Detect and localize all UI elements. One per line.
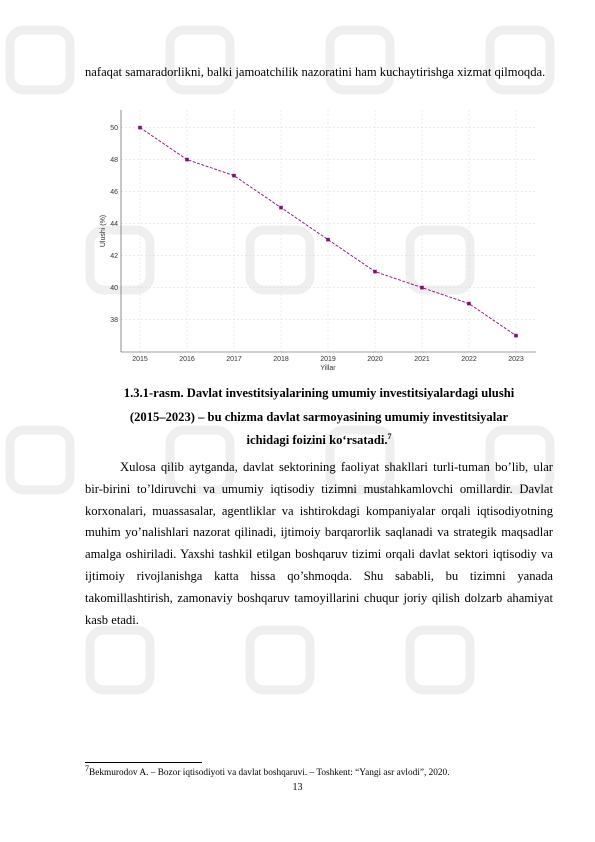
footnote: [85, 763, 450, 779]
caption-footnote-ref: 7: [387, 431, 392, 441]
x-tick-label: 2019: [320, 356, 336, 363]
x-tick-label: 2015: [132, 356, 148, 363]
figure-caption: [85, 382, 553, 453]
x-tick-label: 2017: [226, 356, 242, 363]
data-point: [373, 270, 377, 274]
footnote-mark: 7: [85, 763, 89, 773]
x-tick-label: 2018: [273, 356, 289, 363]
y-tick-label: 46: [110, 189, 118, 197]
x-tick-label: 2021: [414, 356, 430, 363]
x-tick-label: 2020: [367, 356, 383, 363]
data-point: [279, 206, 283, 210]
caption-line-3-text: ichidagi foizini ko‘rsatadi.: [246, 433, 388, 447]
caption-line-3: [85, 429, 553, 453]
x-tick-label: 2023: [508, 356, 524, 363]
y-axis-label: Ulushi (%): [100, 214, 107, 248]
data-point: [232, 174, 236, 178]
y-tick-label: 38: [110, 317, 118, 325]
chart-grid: [121, 110, 536, 352]
y-tick-label: 48: [110, 157, 118, 165]
data-point: [420, 286, 424, 290]
x-tick-label: 2016: [179, 356, 195, 363]
line-chart: [96, 106, 541, 374]
data-point: [514, 334, 518, 338]
data-point: [138, 126, 142, 130]
footnote-text: Bekmurodov A. – Bozor iqtisodiyoti va davlat boshqaruvi. – Toshkent: “Yangi asr avlodi”, 2020.: [89, 768, 450, 778]
x-tick-labels: [132, 356, 524, 363]
footnote-separator: [85, 762, 202, 763]
data-point: [185, 158, 189, 162]
paragraph-conclusion: Xulosa qilib aytganda, davlat sektorining faoliyat shakllari turli-tuman bo’lib, ular bir-birini to’ldiruvchi va umumiy iqtisodiy tizimni mustahkamlovchi omillardir. Davlat korxonalari, muassasalar, agentliklar va ishtirokdagi kompaniyalar orqali iqtisodiyotning muhim yo’nalishlari nazorat qilinadi, ijtimoiy barqarorlik saqlanadi va strategik maqsadlar amalga oshiriladi. Yaxshi tashkil etilgan boshqaruv tizimi orqali davlat sektori iqtisodiy va ijtimoiy rivojlanishga katta hissa qo’shmoqda. Shu sababli, bu tizimni yanada takomillashtirish, zamonaviy boshqaruv tamoyillarini chuqur joriy qilish dolzarb ahamiyat kasb etadi.: [85, 460, 553, 627]
page-number: 13: [292, 782, 303, 793]
data-point: [326, 238, 330, 242]
y-tick-labels: [110, 125, 118, 324]
data-point: [467, 302, 471, 306]
y-tick-label: 42: [110, 253, 118, 261]
y-tick-label: 44: [110, 221, 118, 229]
caption-line-2: (2015–2023) – bu chizma davlat sarmoyasining umumiy investitsiyalar: [129, 409, 509, 424]
caption-line-1: 1.3.1-rasm. Davlat investitsiyalarining umumiy investitsiyalardagi ulushi: [123, 386, 515, 400]
y-tick-label: 50: [110, 125, 118, 133]
x-tick-label: 2022: [461, 356, 477, 363]
paragraph-top: nafaqat samaradorlikni, balki jamoatchilik nazoratini ham kuchaytirishga xizmat qilmoqda.: [85, 65, 546, 79]
y-tick-label: 40: [110, 285, 118, 293]
x-axis-label: Yillar: [320, 365, 336, 372]
